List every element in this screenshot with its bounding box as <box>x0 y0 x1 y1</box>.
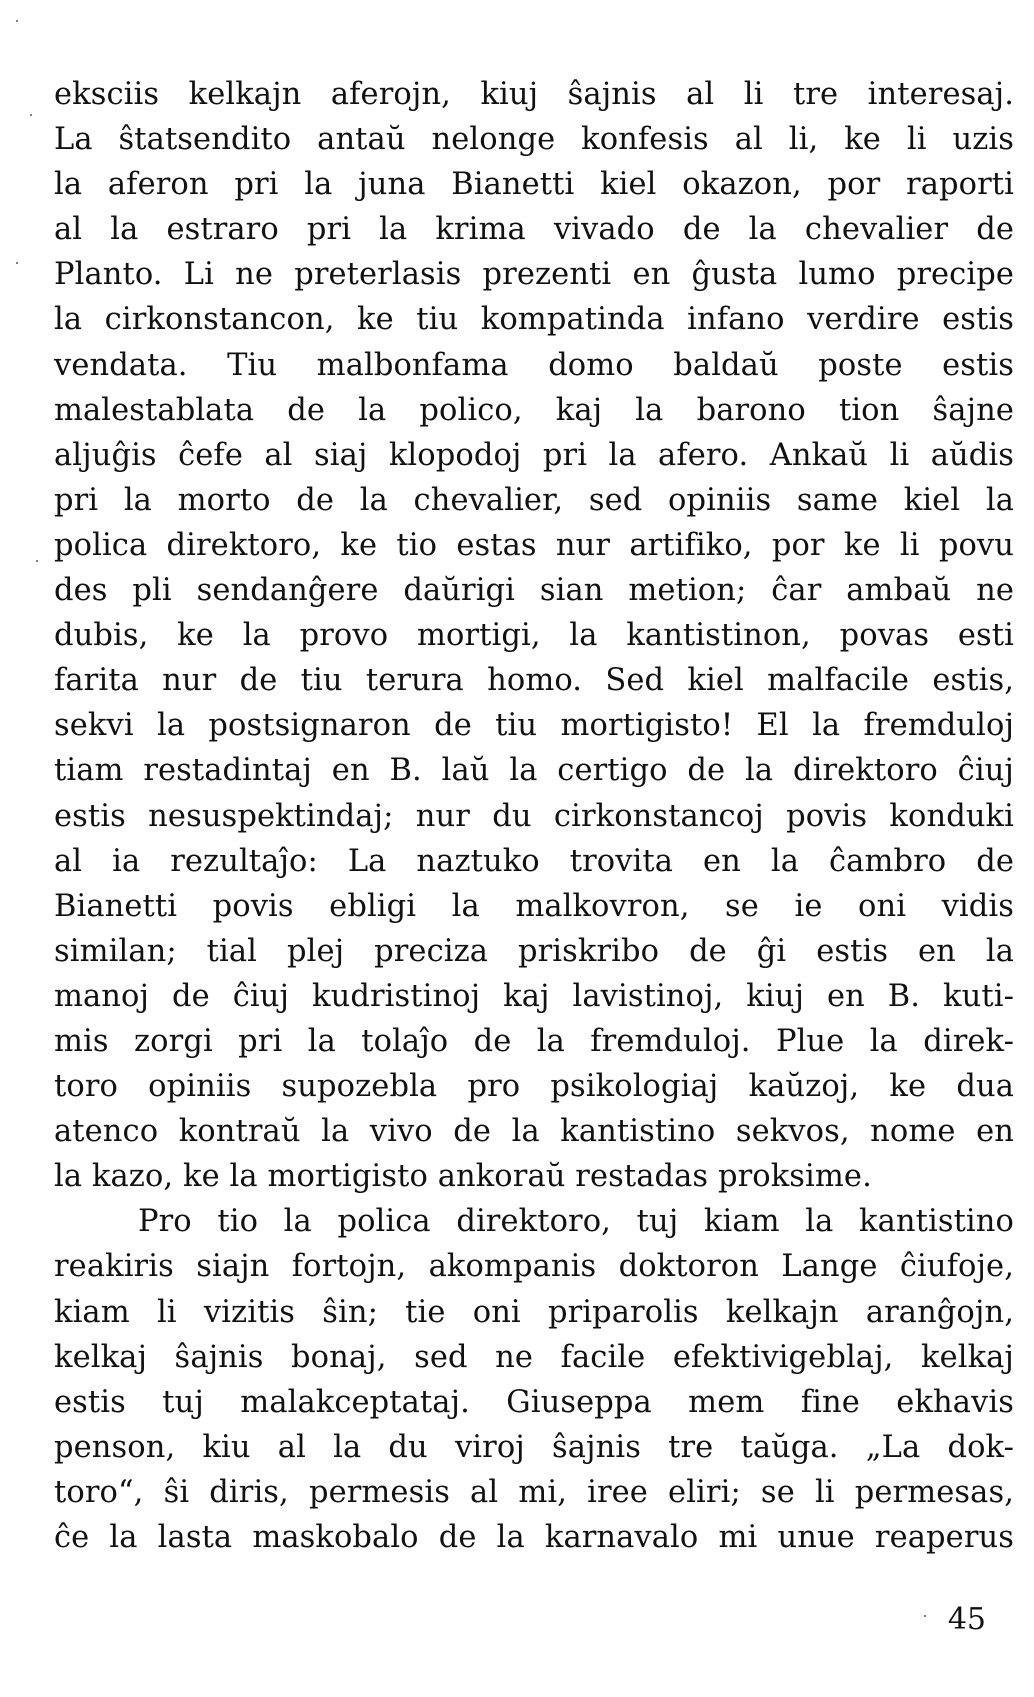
text-line: vendata. Tiu malbonfama domo baldaŭ poste estis <box>54 347 1014 383</box>
text-line: manoj de ĉiuj kudristinoj kaj lavistinoj, kiuj en B. kuti- <box>54 978 1014 1014</box>
text-line: toro opiniis supozebla pro psikologiaj kaŭzoj, ke dua <box>54 1069 1014 1105</box>
text-line: reakiris siajn fortojn, akompanis doktoron Lange ĉiufoje, <box>54 1249 1014 1285</box>
text-line: estis nesuspektindaj; nur du cirkonstancoj povis konduki <box>54 798 1014 834</box>
page-number: 45 <box>947 1602 986 1637</box>
text-line: eksciis kelkajn aferojn, kiuj ŝajnis al li tre interesaj. <box>54 77 1014 112</box>
text-line: des pli sendanĝere daŭrigi sian metion; ĉar ambaŭ ne <box>54 573 1014 609</box>
text-line: pri la morto de la chevalier, sed opiniis same kiel la <box>54 482 1014 518</box>
paper-speck <box>924 1615 926 1617</box>
text-line: toro“, ŝi diris, permesis al mi, iree eliri; se li permesas, <box>54 1474 1014 1510</box>
text-line: la cirkonstancon, ke tiu kompatinda infano verdire estis <box>54 302 1014 338</box>
text-line: polica direktoro, ke tio estas nur artifiko, por ke li povu <box>54 527 1014 563</box>
text-line: aljuĝis ĉefe al siaj klopodoj pri la afero. Ankaŭ li aŭdis <box>54 437 1014 473</box>
text-line: kelkaj ŝajnis bonaj, sed ne facile efektivigeblaj, kelkaj <box>54 1339 1014 1375</box>
text-line: tiam restadintaj en B. laŭ la certigo de la direktoro ĉiuj <box>54 753 1014 789</box>
text-line: La ŝtatsendito antaŭ nelonge konfesis al li, ke li uzis <box>54 122 1014 158</box>
body-text <box>54 72 1014 1560</box>
text-line: la kazo, ke la mortigisto ankoraŭ restadas proksime. <box>54 1159 872 1195</box>
paper-speck <box>30 114 32 116</box>
text-line: sekvi la postsignaron de tiu mortigisto! El la fremduloj <box>54 708 1014 744</box>
text-line: penson, kiu al la du viroj ŝajnis tre taŭga. „La dok- <box>54 1429 1014 1465</box>
text-line: similan; tial plej preciza priskribo de ĝi estis en la <box>54 933 1014 969</box>
text-line: Planto. Li ne preterlasis prezenti en ĝusta lumo precipe <box>54 257 1014 293</box>
paper-speck <box>16 262 18 264</box>
text-line: al ia rezultaĵo: La naztuko trovita en la ĉambro de <box>54 843 1014 879</box>
text-line: malestablata de la polico, kaj la barono tion ŝajne <box>54 392 1014 428</box>
text-line: al la estraro pri la krima vivado de la chevalier de <box>54 212 1014 248</box>
paper-speck <box>16 20 18 22</box>
text-line: mis zorgi pri la tolaĵo de la fremduloj. Plue la direk- <box>54 1023 1014 1059</box>
text-line: dubis, ke la provo mortigi, la kantistinon, povas esti <box>54 618 1014 654</box>
paper-speck <box>36 560 38 562</box>
text-line: estis tuj malakceptataj. Giuseppa mem fine ekhavis <box>54 1384 1014 1420</box>
text-line: ĉe la lasta maskobalo de la karnavalo mi unue reaperus <box>54 1520 1014 1555</box>
text-line: farita nur de tiu terura homo. Sed kiel malfacile estis, <box>54 663 1014 699</box>
text-line: Bianetti povis ebligi la malkovron, se ie oni vidis <box>54 888 1014 924</box>
text-line: atenco kontraŭ la vivo de la kantistino sekvos, nome en <box>54 1114 1014 1150</box>
text-line: la aferon pri la juna Bianetti kiel okazon, por raporti <box>54 167 1014 203</box>
text-line: kiam li vizitis ŝin; tie oni priparolis kelkajn aranĝojn, <box>54 1294 1014 1330</box>
text-line: Pro tio la polica direktoro, tuj kiam la kantistino <box>138 1204 1014 1240</box>
